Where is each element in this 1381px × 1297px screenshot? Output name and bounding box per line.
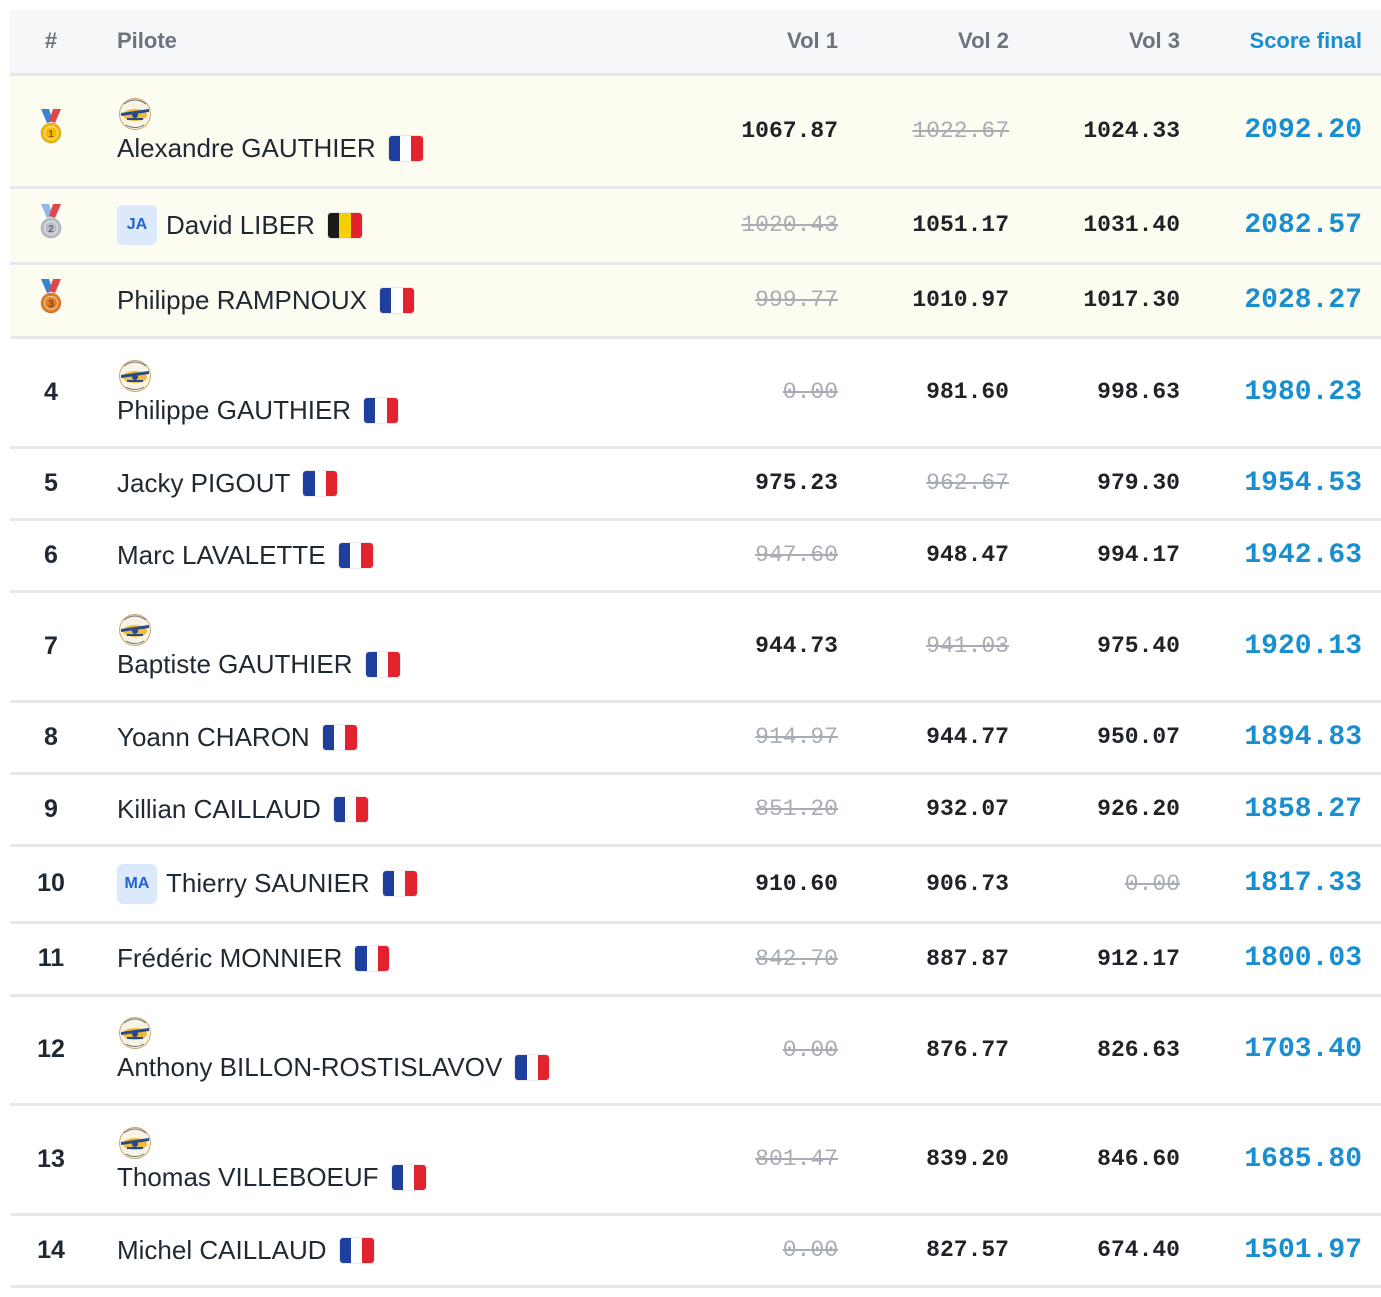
pilot-name[interactable]: Frédéric MONNIER [117, 943, 343, 973]
pilot-name[interactable]: Thierry SAUNIER [166, 868, 370, 898]
vol2-score: 941.03 [846, 591, 1017, 701]
rank-cell [10, 263, 92, 337]
pilot-name[interactable]: Philippe GAUTHIER [117, 394, 352, 425]
table-body [10, 74, 1381, 1286]
pilot-name[interactable]: Philippe RAMPNOUX [117, 284, 367, 315]
final-score: 1894.83 [1188, 701, 1381, 773]
vol3-score: 674.40 [1017, 1214, 1188, 1286]
table-row[interactable] [10, 922, 1381, 995]
vol3-score: 846.60 [1017, 1104, 1188, 1214]
vol1-score: 1067.87 [637, 74, 846, 187]
vol2-score: 1010.97 [846, 263, 1017, 337]
table-row[interactable] [10, 845, 1381, 922]
final-score: 1858.27 [1188, 773, 1381, 845]
pilot-cell [92, 1214, 637, 1286]
vol1-score: 842.70 [637, 922, 846, 995]
vol3-score: 0.00 [1017, 845, 1188, 922]
pilot-name[interactable]: Michel CAILLAUD [117, 1234, 327, 1265]
vol3-score: 826.63 [1017, 995, 1188, 1104]
table-row[interactable] [10, 701, 1381, 773]
pilot-initials-badge: MA [117, 864, 157, 904]
pilot-name[interactable]: Marc LAVALETTE [117, 539, 326, 570]
header-vol3[interactable]: Vol 3 [1017, 10, 1188, 74]
france-flag-icon [380, 288, 414, 313]
rank-number: 9 [44, 794, 58, 823]
final-score: 1954.53 [1188, 447, 1381, 519]
pilot-name-line [117, 943, 637, 974]
table-row[interactable] [10, 263, 1381, 337]
results-table [10, 10, 1381, 1288]
final-score: 1920.13 [1188, 591, 1381, 701]
vol3-score: 975.40 [1017, 591, 1188, 701]
final-score: 1703.40 [1188, 995, 1381, 1104]
france-flag-icon [334, 797, 368, 822]
rank-cell [10, 1104, 92, 1214]
pilot-name-line [117, 722, 637, 753]
vol3-score: 1024.33 [1017, 74, 1188, 187]
rank-cell [10, 922, 92, 995]
pilot-cell [92, 922, 637, 995]
pilot-name[interactable]: Baptiste GAUTHIER [117, 648, 353, 679]
pilot-name-line [117, 285, 637, 316]
vol2-score: 932.07 [846, 773, 1017, 845]
pilot-name-line [117, 864, 637, 904]
vol2-score: 827.57 [846, 1214, 1017, 1286]
rank-cell [10, 591, 92, 701]
pilot-name-line [117, 468, 637, 499]
header-vol1[interactable]: Vol 1 [637, 10, 846, 74]
final-score: 1817.33 [1188, 845, 1381, 922]
rank-cell [10, 845, 92, 922]
club-logo-icon [117, 1126, 153, 1160]
rank-cell [10, 337, 92, 447]
rank-cell [10, 1214, 92, 1286]
pilot-name-line [117, 1162, 637, 1193]
pilot-name-line [117, 205, 637, 245]
svg-text:2: 2 [48, 223, 54, 235]
pilot-cell [92, 1104, 637, 1214]
vol2-score: 962.67 [846, 447, 1017, 519]
table-row[interactable] [10, 337, 1381, 447]
france-flag-icon [355, 946, 389, 971]
france-flag-icon [339, 543, 373, 568]
vol3-score: 950.07 [1017, 701, 1188, 773]
rank-number: 8 [44, 722, 58, 751]
final-score: 1980.23 [1188, 337, 1381, 447]
club-logo-icon [117, 97, 153, 131]
rank-number: 14 [37, 1235, 65, 1264]
rank-cell [10, 187, 92, 263]
pilot-cell [92, 845, 637, 922]
vol2-score: 906.73 [846, 845, 1017, 922]
vol1-score: 944.73 [637, 591, 846, 701]
vol3-score: 912.17 [1017, 922, 1188, 995]
vol2-score: 944.77 [846, 701, 1017, 773]
vol3-score: 979.30 [1017, 447, 1188, 519]
vol1-score: 1020.43 [637, 187, 846, 263]
table-row[interactable] [10, 591, 1381, 701]
pilot-initials-badge: JA [117, 205, 157, 245]
header-pilot[interactable]: Pilote [92, 10, 637, 74]
pilot-cell [92, 519, 637, 591]
table-row[interactable] [10, 187, 1381, 263]
pilot-name[interactable]: Killian CAILLAUD [117, 793, 321, 824]
pilot-name-line [117, 649, 637, 680]
final-score: 1685.80 [1188, 1104, 1381, 1214]
svg-text:1: 1 [48, 129, 54, 140]
table-row[interactable] [10, 519, 1381, 591]
final-score: 1942.63 [1188, 519, 1381, 591]
pilot-name-line [117, 540, 637, 571]
rank-cell [10, 995, 92, 1104]
pilot-name-line [117, 794, 637, 825]
france-flag-icon [303, 471, 337, 496]
rank-cell [10, 447, 92, 519]
vol2-score: 1022.67 [846, 74, 1017, 187]
france-flag-icon [515, 1055, 549, 1080]
header-rank[interactable]: # [10, 10, 92, 74]
rank-number: 6 [44, 540, 58, 569]
rank-number: 10 [37, 869, 65, 897]
rank-number: 5 [44, 468, 58, 497]
pilot-cell [92, 447, 637, 519]
club-logo-icon [117, 359, 153, 393]
pilot-name[interactable]: Thomas VILLEBOEUF [117, 1161, 379, 1192]
pilot-name[interactable]: Jacky PIGOUT [117, 467, 291, 498]
pilot-name[interactable]: Yoann CHARON [117, 721, 310, 752]
vol3-score: 994.17 [1017, 519, 1188, 591]
header-final-score[interactable]: Score final [1188, 10, 1381, 74]
pilot-cell [92, 263, 637, 337]
bronze-medal-icon [38, 279, 64, 315]
pilot-cell [92, 591, 637, 701]
pilot-cell [92, 337, 637, 447]
vol3-score: 926.20 [1017, 773, 1188, 845]
france-flag-icon [392, 1165, 426, 1190]
table-row[interactable] [10, 74, 1381, 187]
vol3-score: 1017.30 [1017, 263, 1188, 337]
vol1-score: 801.47 [637, 1104, 846, 1214]
rank-cell [10, 74, 92, 187]
club-logo-icon [117, 1016, 153, 1050]
rank-number: 13 [37, 1144, 65, 1173]
svg-text:3: 3 [48, 298, 54, 310]
vol1-score: 0.00 [637, 337, 846, 447]
france-flag-icon [366, 652, 400, 677]
table-header [10, 10, 1381, 74]
vol1-score: 910.60 [637, 845, 846, 922]
rank-cell [10, 773, 92, 845]
pilot-cell [92, 773, 637, 845]
belgium-flag-icon [328, 213, 362, 238]
pilot-cell [92, 187, 637, 263]
rank-number: 4 [44, 377, 58, 406]
vol1-score: 851.20 [637, 773, 846, 845]
header-vol2[interactable]: Vol 2 [846, 10, 1017, 74]
pilot-name-line [117, 1052, 637, 1083]
rank-number: 7 [44, 631, 58, 660]
table-row[interactable] [10, 773, 1381, 845]
pilot-name-line [117, 395, 637, 426]
results-table-container [10, 10, 1381, 1288]
gold-medal-icon [38, 109, 64, 145]
table-row[interactable] [10, 1214, 1381, 1286]
vol3-score: 1031.40 [1017, 187, 1188, 263]
final-score: 2028.27 [1188, 263, 1381, 337]
france-flag-icon [389, 136, 423, 161]
pilot-name[interactable]: Anthony BILLON-ROSTISLAVOV [117, 1052, 503, 1082]
vol2-score: 948.47 [846, 519, 1017, 591]
pilot-name-line [117, 133, 637, 164]
final-score: 1800.03 [1188, 922, 1381, 995]
club-logo-icon [117, 613, 153, 647]
final-score: 2082.57 [1188, 187, 1381, 263]
final-score: 1501.97 [1188, 1214, 1381, 1286]
vol1-score: 975.23 [637, 447, 846, 519]
pilot-cell [92, 995, 637, 1104]
table-row[interactable] [10, 1104, 1381, 1214]
pilot-cell [92, 701, 637, 773]
vol3-score: 998.63 [1017, 337, 1188, 447]
vol2-score: 981.60 [846, 337, 1017, 447]
vol1-score: 999.77 [637, 263, 846, 337]
header-row [10, 10, 1381, 74]
rank-number: 12 [37, 1035, 65, 1063]
vol1-score: 947.60 [637, 519, 846, 591]
france-flag-icon [383, 871, 417, 896]
pilot-name[interactable]: Alexandre GAUTHIER [117, 133, 376, 163]
silver-medal-icon [38, 204, 64, 240]
final-score: 2092.20 [1188, 74, 1381, 187]
vol2-score: 1051.17 [846, 187, 1017, 263]
vol2-score: 839.20 [846, 1104, 1017, 1214]
pilot-name[interactable]: David LIBER [166, 209, 315, 240]
rank-number: 11 [37, 944, 65, 972]
rank-cell [10, 519, 92, 591]
france-flag-icon [364, 398, 398, 423]
table-row[interactable] [10, 995, 1381, 1104]
pilot-cell [92, 74, 637, 187]
vol1-score: 0.00 [637, 995, 846, 1104]
vol1-score: 0.00 [637, 1214, 846, 1286]
france-flag-icon [323, 725, 357, 750]
pilot-name-line [117, 1235, 637, 1266]
vol1-score: 914.97 [637, 701, 846, 773]
vol2-score: 887.87 [846, 922, 1017, 995]
rank-cell [10, 701, 92, 773]
table-row[interactable] [10, 447, 1381, 519]
france-flag-icon [340, 1238, 374, 1263]
vol2-score: 876.77 [846, 995, 1017, 1104]
